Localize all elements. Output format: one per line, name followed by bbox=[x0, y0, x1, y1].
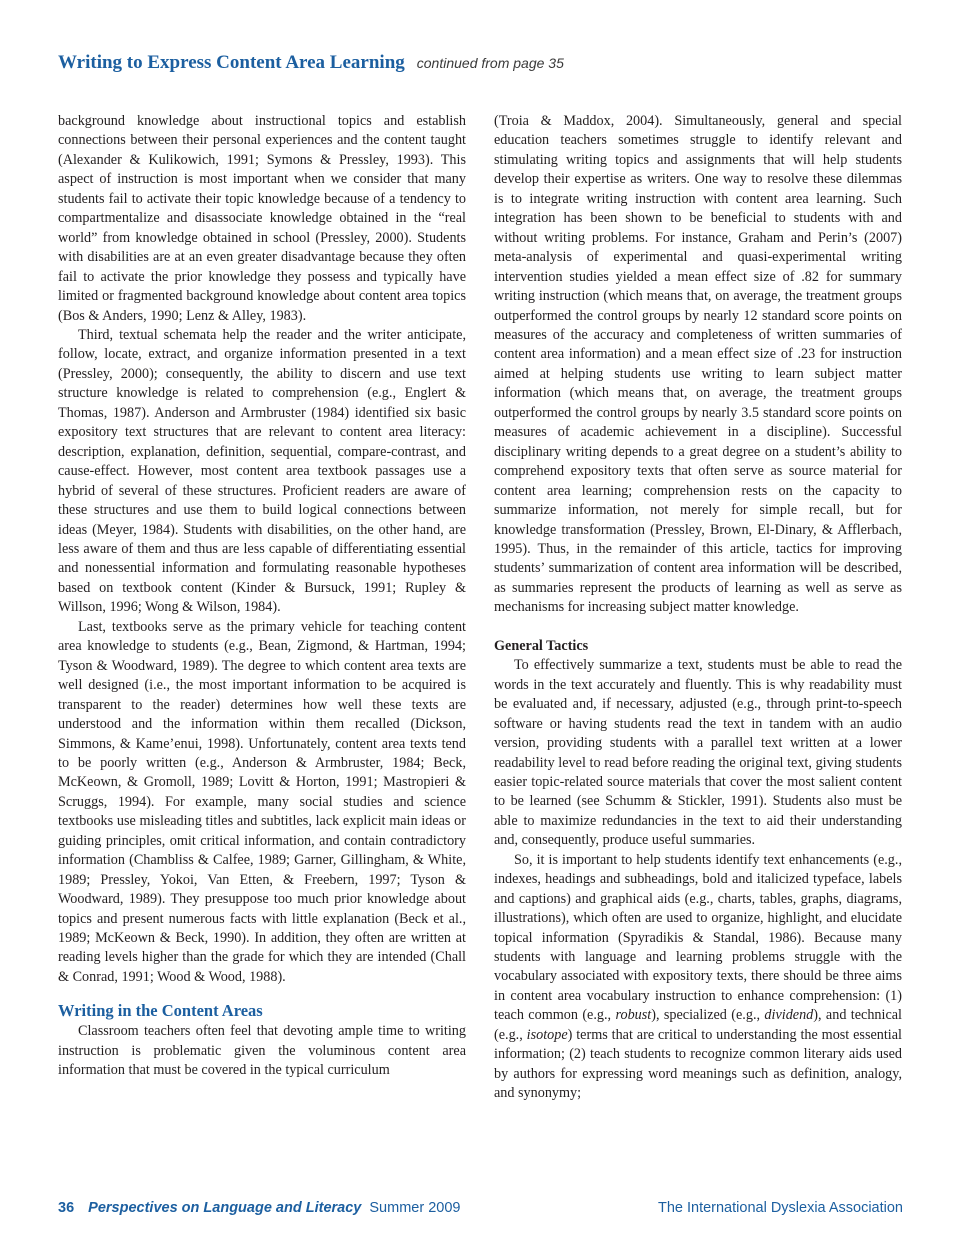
left-column bbox=[58, 112, 466, 1081]
term-technical: isotope bbox=[526, 1026, 568, 1043]
continued-note: continued from page 35 bbox=[416, 55, 564, 71]
running-header bbox=[58, 52, 564, 74]
paragraph: (Troia & Maddox, 2004). Simultaneously, general and special education teachers sometimes struggle to identify relevant and stimulating writing topics and assignments that will help students develop their expertise as writers. One way to resolve these dilemmas is to integrate writing instruction with content area learning. Such integration has been shown to be beneficial to students with and without writing problems. For instance, Graham and Perin’s (2007) meta-analysis of experimental and quasi-experimental writing intervention studies yielded a mean effect size of .82 for summary writing instruction (which means that, on average, the treatment groups outperformed the control groups by nearly 12 standard score points on measures of the accuracy and completeness of written summaries of content area information) and a mean effect size of .23 for instruction aimed at helping students use writing to learn subject matter information (which means that, on average, the treatment groups outperformed the control groups by nearly 3.5 standard score points on measures of academic achievement in a discipline). Successful disciplinary writing depends to a great degree on a student’s ability to comprehend expository texts that often serve as source material for content area learning; comprehension rests on the capacity to summarize information, not merely for simple recall, but for knowledge transformation (Pressley, Brown, El-Dinary, & Afflerbach, 1995). Thus, in the remainder of this article, tactics for improving students’ summarization of content area information will be described, as summaries represent the products of learning as well as serve as mechanisms for increasing subject matter knowledge. bbox=[494, 113, 902, 616]
paragraph: Third, textual schemata help the reader and the writer anticipate, follow, locate, extract, and organize information presented in a text (Pressley, 2000); consequently, the ability to discern and use text structure knowledge is related to comprehension (e.g., Englert & Thomas, 1987). Anderson and Armbruster (1984) identified six basic expository text structures that are relevant to content area literacy: description, explanation, definition, sequential, compare-contrast, and cause-effect. However, most content area textbook passages use a hybrid of several of these structures. Proficient readers are aware of these structures and use them to build logical connections between ideas (Meyer, 1984). Students with disabilities, on the other hand, are less aware of them and thus are less capable of differentiating essential and nonessential information and formulating reasonable hypotheses based on textbook content (Kinder & Bursuck, 1991; Rupley & Willson, 1996; Wong & Wilson, 1984). bbox=[58, 326, 466, 616]
paragraph: background knowledge about instructional topics and establish connections between their personal experiences and the content taught (Alexander & Kulikowich, 1991; Symons & Pressley, 1993). This aspect of instruction is most important when we consider that many students fail to activate their topic knowledge because of a tendency to compartmentalize and disassociate knowledge obtained in the “real world” from knowledge obtained in school (Pressley, 2000). Students with disabilities are at an even greater disadvantage because they often fail to activate the prior knowledge they possess and typically have limited or fragmented background knowledge about content area topics (Bos & Anders, 1990; Lenz & Alley, 1983). bbox=[58, 113, 466, 324]
page-number: 36 bbox=[58, 1200, 75, 1216]
term-specialized: dividend bbox=[764, 1007, 814, 1024]
paragraph bbox=[494, 851, 902, 1104]
paragraph: Last, textbooks serve as the primary vehicle for teaching content area knowledge to students (e.g., Bean, Zigmond, & Hartman, 1994; Tyson & Woodward, 1989). The degree to which content area texts are well designed (i.e., the most important information to be acquired is transparent to the reader) determines how well these texts are understood and the information within them recalled (Dickson, Simmons, & Kame’enui, 1998). Unfortunately, content area texts tend to be poorly written (e.g., Anderson & Armbruster, 1984; Beck, McKeown, & Gromoll, 1989; Lovitt & Horton, 1991; Mastropieri & Scruggs, 1994). For example, many social studies and science textbooks use misleading titles and subtitles, lack explicit main ideas or guiding principles, omit critical information, and contain contradictory information (Chambliss & Calfee, 1989; Garner, Gillingham, & White, 1989; Pressley, Yokoi, Van Etten, & Freebern, 1997; Tyson & Woodward, 1989). They presuppose too much prior knowledge about topics and present numerous facts with little explanation (Beck et al., 1989; McKeown & Beck, 1990). In addition, they often are written at reading levels higher than the grade for which they are intended (Chall & Conrad, 1991; Wood & Wood, 1988). bbox=[58, 618, 466, 985]
paragraph: To effectively summarize a text, students must be able to read the words in the text accurately and fluently. This is why readability must be evaluated and, if necessary, adjusted (e.g., through print-to-speech software or having students read the text in tandem with an audio version, providing students with a parallel text written at a lower readability level to read before reading the original text, giving students easier topic-related source materials that cover the most salient content to be learned (see Schumm & Stickler, 1991). Students also must be able to maximize redundancies in the text to aid their understanding and, consequently, produce useful summaries. bbox=[494, 657, 902, 849]
text-run: ), and technical (e.g., bbox=[494, 1007, 902, 1043]
journal-name: Perspectives on Language and Literacy bbox=[88, 1200, 362, 1216]
text-run: ), specialized (e.g., bbox=[651, 1007, 765, 1024]
footer-left bbox=[58, 1200, 460, 1216]
section-heading-writing-in-content-areas: Writing in the Content Areas bbox=[58, 1001, 263, 1021]
paragraph: Classroom teachers often feel that devoting ample time to writing instruction is problematic given the voluminous content area information that must be covered in the typical curriculum bbox=[58, 1023, 466, 1079]
section-heading-general-tactics: General Tactics bbox=[494, 637, 589, 654]
text-run: ) terms that are critical to understanding the most essential information; (2) teach students to recognize common literary aids used by authors for expressing word meanings such as definition, analogy, and synonymy; bbox=[494, 1026, 902, 1102]
publisher-name: The International Dyslexia Association bbox=[657, 1200, 903, 1216]
right-column bbox=[494, 112, 902, 1104]
issue-season: Summer 2009 bbox=[369, 1200, 461, 1216]
text-run: So, it is important to help students identify text enhancements (e.g., indexes, headings and subheadings, bold and italicized typeface, labels and captions) and graphical aids (e.g., charts, tables, graphs, diagrams, illustrations), which often are used to organize, highlight, and elucidate topical information (Spyradikis & Standal, 1986). Because many students with language and learning problems struggle with the vocabulary associated with expository texts, there should be three aims in content area vocabulary instruction to enhance comprehension: (1) teach common (e.g., bbox=[494, 851, 902, 1024]
article-title: Writing to Express Content Area Learning bbox=[58, 52, 405, 73]
term-common: robust bbox=[615, 1007, 652, 1024]
